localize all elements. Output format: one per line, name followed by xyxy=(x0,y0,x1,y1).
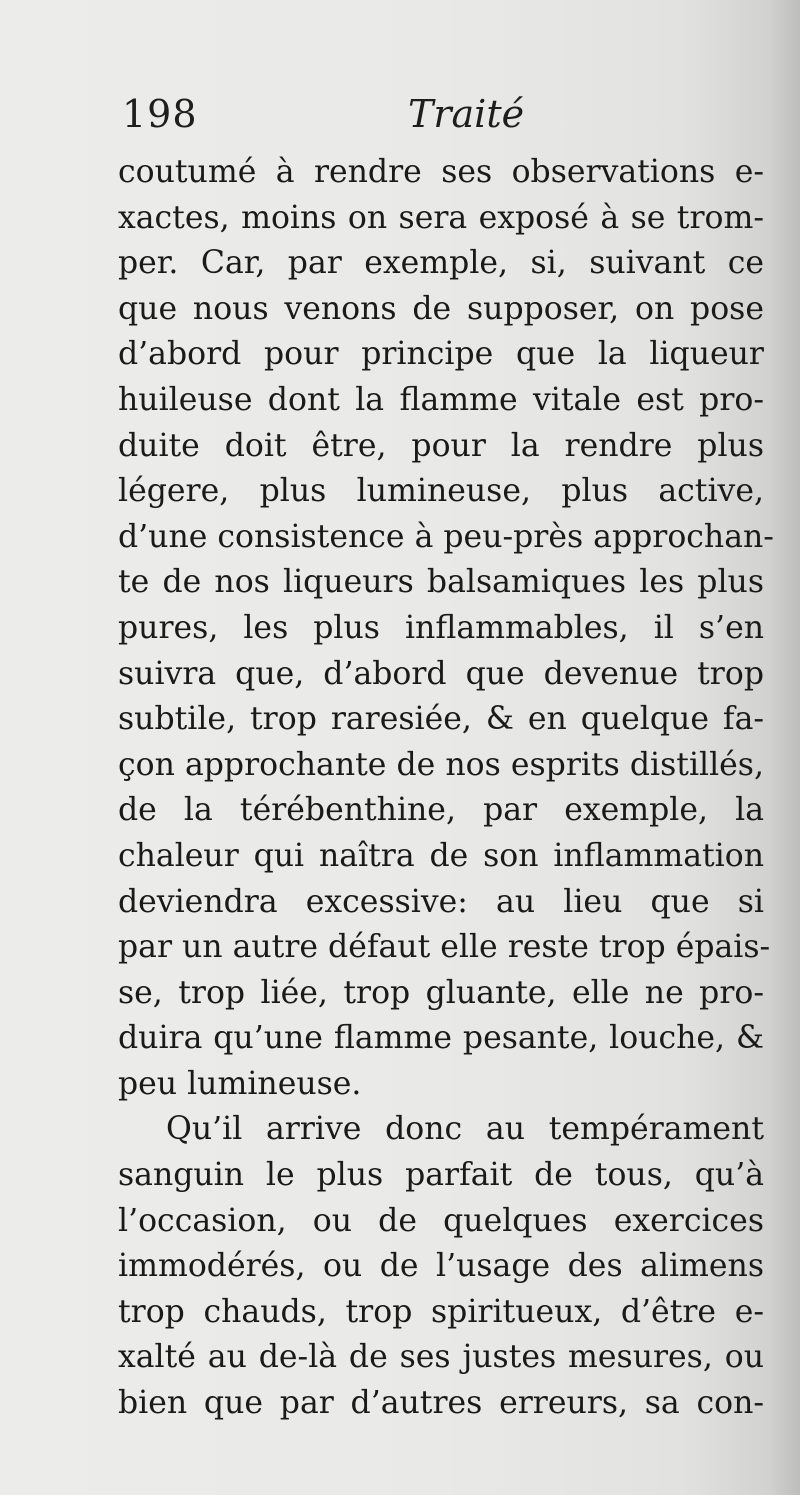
text-line: immodérés, ou de l’usage des alimens xyxy=(118,1248,764,1285)
text-line: par un autre défaut elle reste trop épais- xyxy=(118,929,771,966)
text-line: suivra que, d’abord que devenue trop xyxy=(118,655,764,692)
text-line: sanguin le plus parfait de tous, qu’à xyxy=(118,1157,764,1194)
text-line: légere, plus lumineuse, plus active, xyxy=(118,473,764,510)
page-header xyxy=(120,92,760,146)
text-line: chaleur qui naîtra de son inflammation xyxy=(118,837,764,874)
paragraph-2 xyxy=(118,1107,764,1426)
text-line: d’une consistence à peu-près approchan- xyxy=(118,518,774,555)
text-line: xactes, moins on sera exposé à se trom- xyxy=(118,199,764,236)
text-line: coutumé à rendre ses observations e- xyxy=(118,154,764,190)
text-line: trop chauds, trop spiritueux, d’être e- xyxy=(118,1293,764,1330)
text-line: d’abord pour principe que la liqueur xyxy=(118,336,764,373)
text-line: de la térébenthine, par exemple, la xyxy=(118,792,764,829)
text-line: Qu’il arrive donc au tempérament xyxy=(166,1111,764,1148)
text-line: subtile, trop raresiée, & en quelque fa- xyxy=(118,701,764,738)
page-number: 198 xyxy=(122,92,198,136)
text-line: l’occasion, ou de quelques exercices xyxy=(118,1202,764,1239)
text-line: peu lumineuse. xyxy=(118,1065,362,1102)
paragraph-1 xyxy=(118,150,774,1107)
text-line: duira qu’une flamme pesante, louche, & xyxy=(118,1020,764,1057)
text-line: se, trop liée, trop gluante, elle ne pro- xyxy=(118,974,764,1011)
text-line: duite doit être, pour la rendre plus xyxy=(118,427,764,464)
body-text xyxy=(118,150,774,1427)
text-line: te de nos liqueurs balsamiques les plus xyxy=(118,564,764,601)
text-line: pures, les plus inflammables, il s’en xyxy=(118,609,764,646)
text-line: bien que par d’autres erreurs, sa con- xyxy=(118,1385,764,1422)
text-line: çon approchante de nos esprits distillés, xyxy=(118,746,764,783)
text-line: que nous venons de supposer, on pose xyxy=(118,290,764,327)
text-line: per. Car, par exemple, si, suivant ce xyxy=(118,245,764,282)
text-line: deviendra excessive: au lieu que si xyxy=(118,883,764,920)
running-title: Traité xyxy=(408,92,525,136)
text-line: huileuse dont la flamme vitale est pro- xyxy=(118,381,764,418)
text-line: xalté au de-là de ses justes mesures, ou xyxy=(118,1339,764,1376)
